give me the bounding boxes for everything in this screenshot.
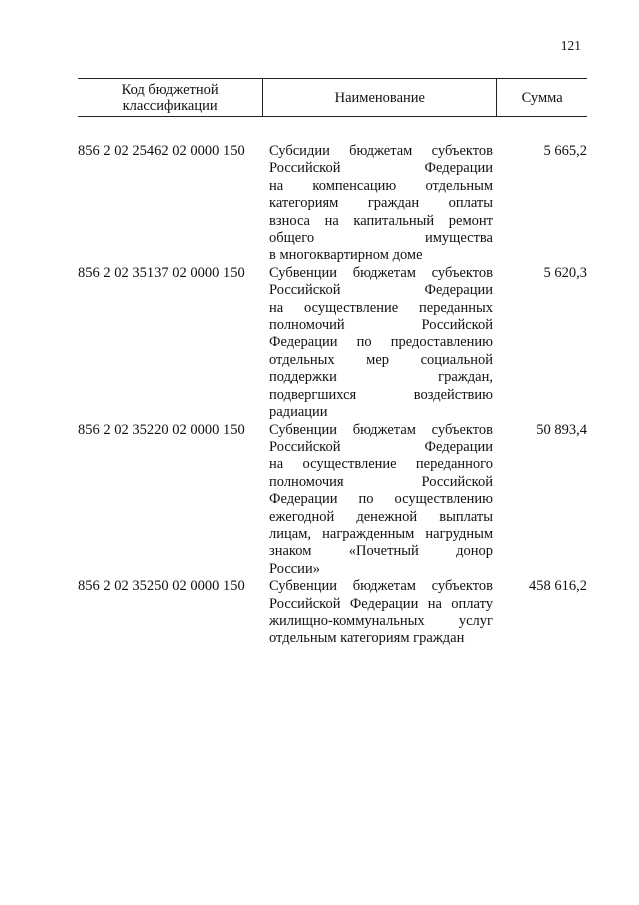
row-name — [269, 143, 493, 265]
row-name-line: Субсидии бюджетам субъектов — [269, 143, 493, 159]
row-code: 856 2 02 35250 02 0000 150 — [78, 578, 245, 595]
row-name-line: Федерации по предоставлению — [269, 334, 493, 351]
row-name-line: на осуществление переданных — [269, 299, 493, 316]
row-sum: 5 620,3 — [543, 264, 587, 281]
row-name-line: Российской Федерации — [269, 438, 493, 455]
row-sum: 458 616,2 — [529, 578, 587, 595]
row-name-line: жилищно-коммунальных услуг — [269, 612, 493, 629]
row-name-line: ежегодной денежной выплаты — [269, 508, 493, 525]
row-name-line: на компенсацию отдельным — [269, 177, 493, 194]
row-name-line: поддержки граждан, — [269, 369, 493, 386]
row-name — [269, 578, 493, 648]
row-name-line: отдельных мер социальной — [269, 351, 493, 368]
row-name — [269, 422, 493, 579]
table-row — [78, 578, 587, 648]
row-name-line: полномочий Российской — [269, 317, 493, 334]
header-code: Код бюджетной классификации — [78, 79, 263, 116]
row-name-line: полномочия Российской — [269, 473, 493, 490]
table-body — [78, 143, 587, 648]
row-sum: 5 665,2 — [543, 143, 587, 159]
row-name-line: Федерации по осуществлению — [269, 491, 493, 508]
row-name-line: России» — [269, 560, 320, 577]
row-code: 856 2 02 25462 02 0000 150 — [78, 143, 245, 159]
row-name-line: Субвенции бюджетам субъектов — [269, 264, 493, 281]
header-sum: Сумма — [521, 89, 563, 106]
table-row — [78, 422, 587, 579]
row-name-line: взноса на капитальный ремонт — [269, 212, 493, 229]
row-name-line: отдельным категориям граждан — [269, 630, 465, 647]
page-number: 121 — [560, 38, 581, 53]
row-name-line: Субвенции бюджетам субъектов — [269, 421, 493, 438]
row-name-line: знаком «Почетный донор — [269, 543, 493, 560]
row-name-line: Российской Федерации — [269, 160, 493, 177]
row-sum: 50 893,4 — [536, 421, 587, 438]
row-name-line: категориям граждан оплаты — [269, 195, 493, 212]
table-row — [78, 143, 587, 265]
budget-table — [78, 78, 587, 648]
row-name-line: Субвенции бюджетам субъектов — [269, 578, 493, 595]
row-name-line: общего имущества — [269, 230, 493, 247]
header-name: Наименование — [263, 79, 497, 116]
row-name-line: в многоквартирном доме — [269, 247, 423, 264]
row-code: 856 2 02 35220 02 0000 150 — [78, 421, 245, 438]
row-name-line: Российской Федерации — [269, 282, 493, 299]
table-row — [78, 265, 587, 422]
row-name — [269, 265, 493, 422]
row-name-line: лицам, награжденным нагрудным — [269, 525, 493, 542]
row-name-line: Российской Федерации на оплату — [269, 595, 493, 612]
row-code: 856 2 02 35137 02 0000 150 — [78, 264, 245, 281]
table-header — [78, 78, 587, 117]
row-name-line: на осуществление переданного — [269, 456, 493, 473]
row-name-line: радиации — [269, 404, 328, 421]
row-name-line: подвергшихся воздействию — [269, 386, 493, 403]
